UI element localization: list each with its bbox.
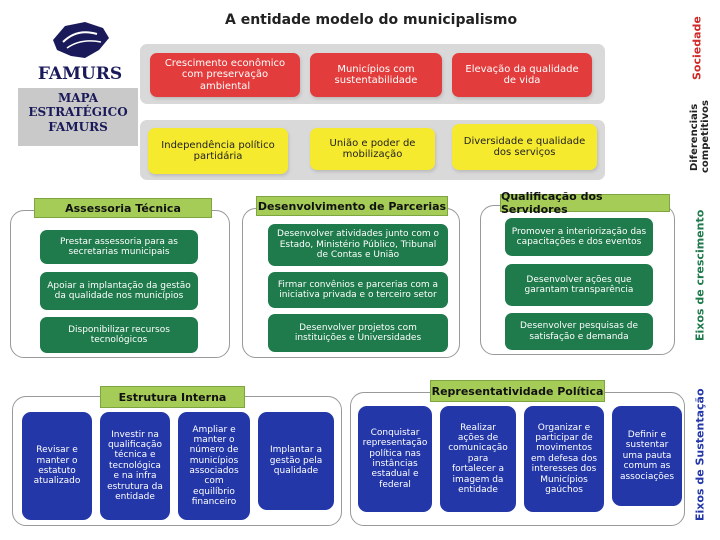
map-label-line1: MAPA: [57, 91, 99, 105]
label-crescimento: Eixos de crescimento: [693, 209, 707, 341]
sustentacao-title-2: Representatividade Política: [430, 380, 605, 402]
sociedade-box-1: Crescimento econômico com preservação ambiental: [150, 53, 300, 97]
sustentacao-1-item-1: Revisar e manter o estatuto atualizado: [22, 412, 92, 520]
crescimento-1-item-2: Apoiar a implantação da gestão da qualidade nos municípios: [40, 272, 198, 310]
famurs-logo: [30, 20, 130, 86]
sustentacao-2-item-1: Conquistar representação política nas instâncias estadual e federal: [358, 406, 432, 512]
crescimento-2-item-1: Desenvolver atividades junto com o Estado, Ministério Público, Tribunal de Contas e União: [268, 224, 448, 266]
rs-state-map-icon: [45, 20, 115, 62]
page-title: A entidade modelo do municipalismo: [225, 12, 518, 28]
sociedade-box-2: Municípios com sustentabilidade: [310, 53, 442, 97]
crescimento-title-3: Qualificação dos Servidores: [500, 194, 670, 212]
sustentacao-title-1: Estrutura Interna: [100, 386, 245, 408]
diferencial-box-3: Diversidade e qualidade dos serviços: [452, 124, 597, 170]
sustentacao-1-item-4: Implantar a gestão pela qualidade: [258, 412, 334, 510]
sustentacao-2-item-4: Definir e sustentar uma pauta comum as associações: [612, 406, 682, 506]
crescimento-3-item-1: Promover a interiorização das capacitações e dos eventos: [505, 218, 653, 256]
sustentacao-1-item-3: Ampliar e manter o número de municípios associados com equilíbrio financeiro: [178, 412, 250, 520]
crescimento-title-1: Assessoria Técnica: [34, 198, 212, 218]
map-label-line2: ESTRATÉGICO: [28, 105, 128, 120]
crescimento-1-item-3: Disponibilizar recursos tecnológicos: [40, 317, 198, 353]
crescimento-2-item-2: Firmar convênios e parcerias com a iniciativa privada e o terceiro setor: [268, 272, 448, 308]
sustentacao-2-item-3: Organizar e participar de movimentos em defesa dos interesses dos Municípios gaúchos: [524, 406, 604, 512]
crescimento-3-item-2: Desenvolver ações que garantam transparência: [505, 264, 653, 306]
label-sociedade: Sociedade: [690, 16, 704, 80]
sociedade-box-3: Elevação da qualidade de vida: [452, 53, 592, 97]
sustentacao-2-item-2: Realizar ações de comunicação para fortalecer a imagem da entidade: [440, 406, 516, 512]
crescimento-title-2: Desenvolvimento de Parcerias: [256, 196, 448, 216]
logo-text: FAMURS: [37, 64, 123, 84]
crescimento-2-item-3: Desenvolver projetos com instituições e Universidades: [268, 314, 448, 352]
diferencial-box-2: União e poder de mobilização: [310, 128, 435, 170]
crescimento-3-item-3: Desenvolver pesquisas de satisfação e demanda: [505, 313, 653, 350]
label-diferenciais: Diferenciais competitivos: [689, 100, 711, 174]
map-label: [18, 88, 138, 146]
map-label-line3: FAMURS: [48, 119, 108, 134]
diferencial-box-1: Independência político partidária: [148, 128, 288, 174]
sustentacao-1-item-2: Investir na qualificação técnica e tecnológica e na infra estrutura da entidade: [100, 412, 170, 520]
label-sustentacao: Eixos de Sustentação: [693, 388, 707, 522]
crescimento-1-item-1: Prestar assessoria para as secretarias municipais: [40, 230, 198, 264]
